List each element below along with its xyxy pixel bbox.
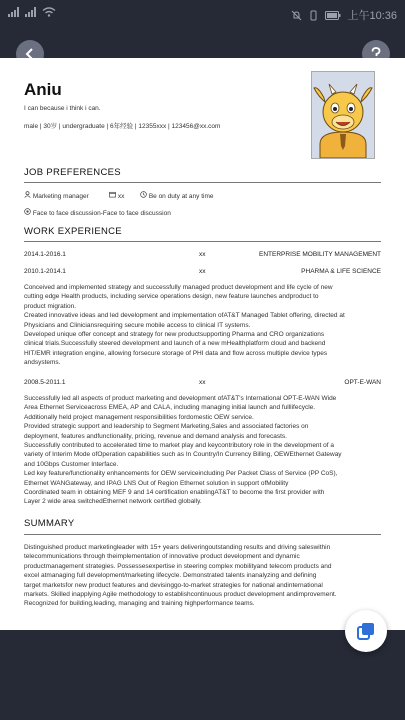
job-preferences-divider bbox=[24, 182, 381, 183]
description-line: Area Ethernet Serviceacross EMEA, AP and CALA, including managing initial launch and fulllifecycle. bbox=[24, 404, 316, 412]
description-line: variety of Interim Mode ofOperation capabilities such as In Country/In Currency Billing, OEWEthernet Gateway bbox=[24, 451, 342, 459]
preference-salary bbox=[109, 191, 124, 200]
description-line: Created innovative ideas and led development and implementation ofAT&T Managed Tablet offering, directed at bbox=[24, 312, 345, 320]
description-line: Coordinated team in obtaining MEF 9 and 14 certification enablingAT&T to become the first provider with bbox=[24, 489, 325, 497]
job-preferences-title: JOB PREFERENCES bbox=[24, 167, 121, 178]
avatar bbox=[311, 71, 375, 159]
wifi-icon bbox=[42, 7, 56, 17]
job-entry bbox=[24, 268, 381, 278]
description-line: andsystems. bbox=[24, 359, 61, 367]
description-line: Led key feature/functionality enhancements for OEW serviceincluding Per Packet Class of Service (PP CoS), bbox=[24, 470, 338, 478]
status-bar bbox=[0, 0, 405, 30]
job-date: 2014.1-2016.1 bbox=[24, 251, 66, 258]
job-description bbox=[24, 283, 381, 368]
description-line: Layer 2 wide area switchedEthernet network certified globally. bbox=[24, 498, 202, 506]
summary-line: telecommunications through theimplementation of innovative product development and dynamic bbox=[24, 553, 300, 561]
description-line: Ethernet WANGateway, and IPAG LNS Out of Region Ethernet solution in support ofMobility bbox=[24, 479, 289, 487]
wallet-icon bbox=[109, 191, 116, 198]
preference-salary-text: xx bbox=[117, 193, 125, 200]
job-entry bbox=[24, 251, 381, 261]
resume-name: Aniu bbox=[24, 80, 62, 99]
preference-position bbox=[24, 191, 89, 200]
resume-page bbox=[0, 58, 405, 630]
job-position: PHARMA & LIFE SCIENCE bbox=[301, 268, 381, 275]
description-line: HIT/EMR integration engine, allowing forsecure storage of PHI data and flow across multiple device types bbox=[24, 349, 328, 357]
summary-title: SUMMARY bbox=[24, 518, 75, 529]
description-line: Additionally held project management responsibilities fordomestic OEW service. bbox=[24, 413, 254, 421]
preference-duty bbox=[140, 191, 214, 200]
avatar-illustration bbox=[312, 72, 374, 158]
summary-line: Distinguished product marketingleader with 15+ years deliveringoutstanding results and driving saleswithin bbox=[24, 544, 331, 551]
summary-text bbox=[24, 543, 381, 609]
vibrate-icon bbox=[308, 10, 319, 21]
job-description bbox=[24, 394, 381, 507]
preference-position-text: Marketing manager bbox=[32, 193, 89, 200]
user-icon bbox=[24, 191, 31, 198]
signal-icon bbox=[8, 7, 19, 17]
job-entry bbox=[24, 379, 381, 389]
status-time: 上午10:36 bbox=[347, 10, 397, 22]
summary-line: markets. Skilled inapplying Agile methodology to establishcontinuous product development andimprovement. bbox=[24, 591, 337, 599]
description-line: deployment, features andfunctionality, pricing, revenue and demand analysis and forecasts. bbox=[24, 432, 287, 440]
description-line: Physicians and Cliniciansrequiring secure mobile access to clinical IT systems. bbox=[24, 321, 251, 329]
job-date: 2010.1-2014.1 bbox=[24, 268, 66, 275]
mute-icon bbox=[291, 10, 302, 21]
description-line: and 10Gbps Customer Interface. bbox=[24, 460, 119, 468]
copy-button[interactable] bbox=[345, 610, 387, 652]
copy-icon bbox=[356, 621, 376, 641]
summary-divider bbox=[24, 534, 381, 535]
job-company: xx bbox=[199, 268, 206, 275]
status-left bbox=[8, 7, 56, 17]
description-line: product migration. bbox=[24, 302, 77, 310]
preference-duty-text: Be on duty at any time bbox=[148, 193, 214, 200]
battery-icon bbox=[325, 11, 341, 20]
resume-basic-info: male | 30岁 | undergraduate | 6年经验 | 12355xxx | 123456@xx.com bbox=[24, 123, 221, 130]
description-line: Developed unique offer concept and strategy for new productsupporting Pharma and CRO organizations bbox=[24, 331, 325, 339]
work-experience-title: WORK EXPERIENCE bbox=[24, 226, 122, 237]
clock-icon bbox=[140, 191, 147, 198]
summary-line: productmanagement strategies. Possessesexpertise in steering complex mobilityand telecom products and bbox=[24, 562, 332, 570]
job-position: OPT-E-WAN bbox=[344, 379, 381, 386]
description-line: clinical trials.Successfully steered development and launch of a new mHealthplatform cloud and backend bbox=[24, 340, 326, 348]
preference-interview-text: Face to face discussion-Face to face discussion bbox=[32, 210, 171, 217]
description-line: Conceived and implemented strategy and successfully managed product development and life cycle of new bbox=[24, 284, 333, 291]
job-company: xx bbox=[199, 379, 206, 386]
status-right bbox=[291, 7, 397, 23]
signal-2-icon bbox=[25, 7, 36, 17]
target-icon bbox=[24, 208, 31, 215]
summary-line: target marketsfor new product features and devisinggo-to-market strategies for national andinternational bbox=[24, 581, 323, 589]
job-company: xx bbox=[199, 251, 206, 258]
summary-line: Recognized for building,leading, managing and training highperformance teams. bbox=[24, 600, 255, 608]
description-line: Successfully contributed to accelerated time to market play and keycontributory role in the development of a bbox=[24, 442, 334, 450]
job-position: ENTERPRISE MOBILITY MANAGEMENT bbox=[259, 251, 381, 258]
description-line: Successfully led all aspects of product marketing and development ofAT&T's International OPT-E-WAN Wide bbox=[24, 395, 337, 402]
job-date: 2008.5-2011.1 bbox=[24, 379, 66, 386]
description-line: Provided strategic support and leadership to Segment Marketing,Sales and associated factories on bbox=[24, 423, 309, 431]
description-line: cutting edge Health products, including service operations design, new feature launches andproduct to bbox=[24, 293, 319, 301]
preference-interview bbox=[24, 208, 171, 217]
summary-line: excel atmanaging full development/marketing lifecycle. Demonstrated talents inanalyzing and defining bbox=[24, 572, 317, 580]
resume-tagline: I can because i think i can. bbox=[24, 105, 101, 112]
work-experience-divider bbox=[24, 241, 381, 242]
